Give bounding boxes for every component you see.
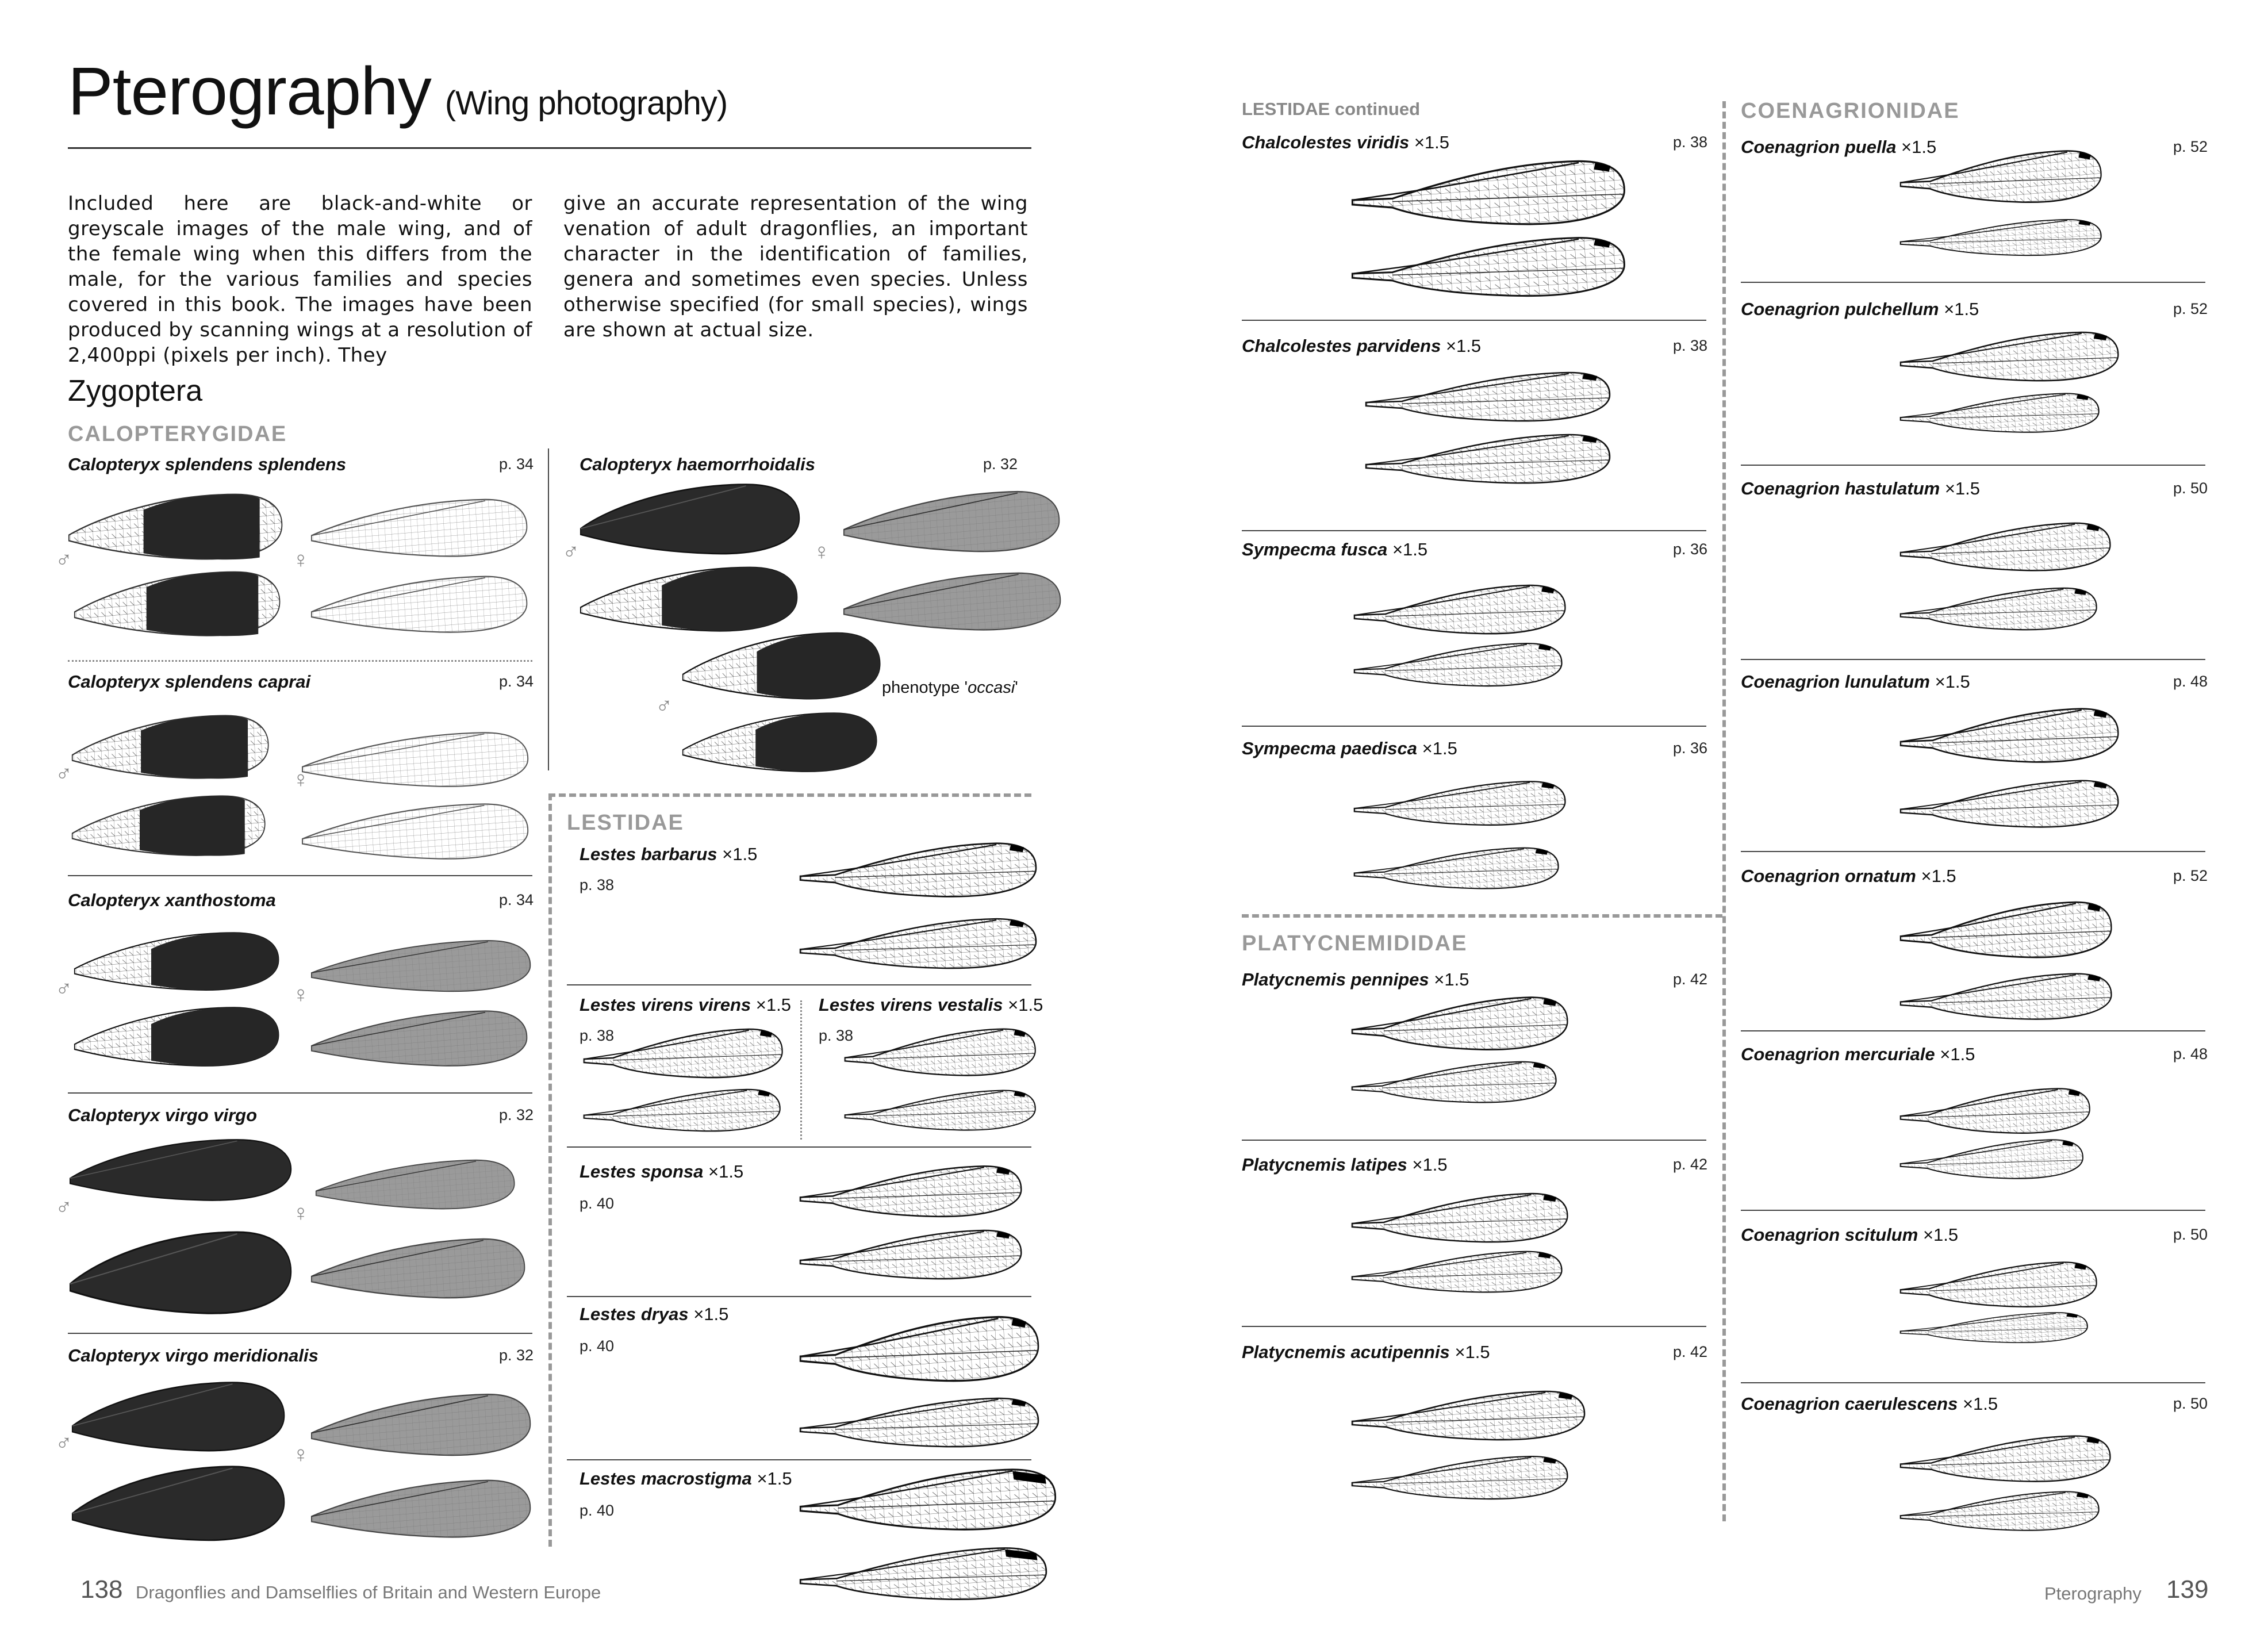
suborder-heading: Zygoptera [68,374,203,408]
species-name: Calopteryx haemorrhoidalis [580,454,816,474]
wing-image-r4-fore [1353,777,1567,829]
family-continued-label: LESTIDAE continued [1242,99,1421,119]
wing-image-l1-fore [799,838,1038,902]
section-separator [1741,1210,2205,1211]
page-title [68,53,728,129]
section-separator [1242,726,1706,727]
wing-image-s1-male-fore [68,492,284,562]
wing-image-s3-male-hind [74,1005,281,1068]
section-separator [68,875,532,876]
wing-image-r2-fore [1365,368,1612,425]
wing-image-r5-hind [1351,1058,1558,1106]
page-ref: p. 34 [499,891,534,908]
species-name: Coenagrion puella ×1.5 [1741,137,1937,157]
wing-image-l4-hind [799,1226,1023,1283]
wing-image-r4-hind [1353,844,1560,892]
female-symbol: ♀ [292,547,309,573]
page-ref: p. 36 [1673,739,1708,757]
page-ref: p. 38 [1673,133,1708,151]
wing-image-r2-hind [1365,430,1612,488]
wing-image-r1-hind [1351,232,1627,301]
wing-image-c4-hind [1899,776,2120,831]
section-separator [1741,659,2205,660]
page-ref: p. 40 [580,1502,615,1519]
family-calopterygidae: CALOPTERYGIDAE [68,422,287,446]
wing-image-l2-fore [583,1025,784,1082]
page-ref: p. 42 [1673,1343,1708,1360]
wing-image-c2-fore [1899,328,2120,385]
wing-image-c2-hind [1899,390,2101,436]
page-ref: p. 32 [983,455,1018,473]
page-number-right: 139 [2166,1575,2209,1604]
family-coenagrionidae: COENAGRIONIDAE [1741,99,1960,123]
species-name: Lestes barbarus ×1.5 [580,844,758,864]
species-name: Coenagrion lunulatum ×1.5 [1741,672,1970,692]
species-name: Lestes virens vestalis ×1.5 [819,995,1043,1015]
wing-image-s6-occasi-hind [682,711,878,774]
wing-image-s3-female-fore [310,937,532,995]
page-ref: p. 38 [819,1027,854,1044]
wing-image-r3-fore [1353,581,1567,638]
wing-image-s6-male-fore [580,483,801,557]
title-subtitle: (Wing photography) [444,85,728,122]
species-name: Platycnemis acutipennis ×1.5 [1242,1342,1490,1362]
wing-image-s4-female-hind [310,1235,527,1302]
section-separator [567,1296,1031,1297]
wing-image-s3-female-hind [310,1007,529,1069]
female-symbol: ♀ [292,767,309,792]
lestidae-box-left [548,793,552,1547]
section-title-footer: Pterography [2044,1583,2142,1604]
section-separator [1741,1382,2205,1383]
wing-image-l5-fore [799,1311,1041,1387]
species-name: Coenagrion pulchellum ×1.5 [1741,299,1979,319]
section-separator [1242,1326,1706,1327]
species-name: Platycnemis pennipes ×1.5 [1242,969,1469,989]
wing-image-l6-fore [799,1464,1058,1535]
wing-image-s6-female-fore [843,488,1061,555]
wing-image-s5-female-fore [310,1390,532,1459]
species-name: Calopteryx splendens caprai [68,672,311,692]
page-ref: p. 32 [499,1106,534,1123]
wing-image-s6-occasi-fore [682,630,882,701]
species-name: Calopteryx xanthostoma [68,890,276,910]
page-ref: p. 42 [1673,971,1708,988]
section-separator [567,1459,1031,1460]
section-separator [1242,1140,1706,1141]
family-lestidae: LESTIDAE [567,811,684,835]
section-separator [68,1092,532,1094]
wing-image-s5-male-hind [71,1465,286,1543]
species-name: Coenagrion mercuriale ×1.5 [1741,1044,1975,1064]
page-ref: p. 50 [2173,480,2208,497]
species-name: Coenagrion caerulescens ×1.5 [1741,1394,1998,1414]
page-ref: p. 38 [580,876,615,893]
section-separator [1242,530,1706,531]
wing-image-s2-female-fore [301,729,530,790]
male-symbol: ♂ [55,547,72,573]
wing-image-l5-hind [799,1394,1041,1451]
wing-image-c4-fore [1899,704,2120,767]
wing-image-l1-hind [799,914,1038,973]
wing-image-l3-hind [844,1087,1037,1134]
wing-image-c6-hind [1899,1136,2085,1182]
wing-image-r1-fore [1351,155,1627,230]
wing-image-c8-fore [1899,1432,2112,1486]
page-ref: p. 36 [1673,540,1708,558]
page-ref: p. 40 [580,1195,615,1212]
male-symbol: ♂ [55,1430,72,1456]
species-name: Calopteryx virgo meridionalis [68,1345,318,1366]
wing-image-c1-fore [1899,146,2103,207]
section-separator [567,1146,1031,1148]
species-name: Coenagrion hastulatum ×1.5 [1741,478,1981,498]
wing-image-s4-male-hind [69,1230,293,1317]
dotted-separator [68,660,532,662]
wing-image-s3-male-fore [74,930,281,992]
female-symbol: ♀ [292,1201,309,1226]
wing-image-l2-hind [583,1086,782,1135]
wing-image-s1-female-fore [310,496,529,560]
wing-image-r5-fore [1351,992,1569,1054]
species-name: Sympecma fusca ×1.5 [1242,539,1428,559]
wing-image-l4-fore [799,1161,1023,1221]
species-name: Lestes dryas ×1.5 [580,1304,729,1324]
wing-image-c3-hind [1899,584,2098,634]
page-ref: p. 48 [2173,1045,2208,1063]
male-symbol: ♂ [562,539,580,565]
species-name: Lestes virens virens ×1.5 [580,995,791,1015]
species-name: Calopteryx splendens splendens [68,454,347,474]
female-symbol: ♀ [292,1442,309,1467]
wing-image-s6-female-hind [843,569,1062,634]
wing-image-l6-hind [799,1543,1049,1604]
lestidae-box-top [548,793,1031,797]
page-ref: p. 32 [499,1347,534,1364]
page-ref: p. 42 [1673,1156,1708,1173]
female-symbol: ♀ [292,982,309,1007]
section-separator [567,984,1031,985]
species-name: Platycnemis latipes ×1.5 [1242,1155,1448,1175]
phenotype-label: phenotype 'occasi' [882,678,1018,697]
male-symbol: ♂ [55,1195,72,1220]
title-rule [68,147,1031,149]
wing-image-s2-male-fore [71,713,270,781]
title-text: Pterography [68,53,431,129]
species-name: Sympecma paedisca ×1.5 [1242,738,1457,758]
wing-image-c8-hind [1899,1488,2101,1534]
wing-image-s2-male-hind [71,793,267,858]
wing-image-r6-fore [1351,1189,1569,1247]
male-symbol: ♂ [55,761,72,787]
wing-image-c5-hind [1899,969,2113,1023]
page-ref: p. 50 [2173,1395,2208,1412]
column-divider [548,448,549,770]
wing-image-r6-hind [1351,1248,1564,1296]
page-ref: p. 40 [580,1337,615,1355]
section-separator [1741,1030,2205,1031]
wing-image-c3-fore [1899,519,2112,575]
wing-image-s5-female-hind [310,1476,532,1541]
wing-image-r7-fore [1351,1387,1587,1444]
page-ref: p. 52 [2173,867,2208,884]
species-name: Calopteryx virgo virgo [68,1105,258,1125]
page-ref: p. 48 [2173,673,2208,690]
species-name: Chalcolestes viridis ×1.5 [1242,132,1450,152]
wing-image-s4-male-fore [69,1138,293,1203]
page-ref: p. 52 [2173,138,2208,155]
dotted-divider-vertical [800,1000,802,1140]
wing-image-r7-hind [1351,1452,1569,1503]
page-ref: p. 34 [499,455,534,473]
female-symbol: ♀ [813,539,830,565]
species-name: Chalcolestes parvidens ×1.5 [1242,336,1482,356]
page-ref: p. 38 [1673,337,1708,354]
wing-image-s1-male-hind [74,569,282,638]
section-separator [68,1333,532,1334]
page-number-left: 138 [80,1575,123,1604]
wing-image-c7-hind [1899,1310,2089,1345]
wing-image-r3-hind [1353,639,1564,690]
section-separator [1741,282,2205,283]
book-title-footer: Dragonflies and Damselflies of Britain and Western Europe [136,1582,601,1602]
species-name: Lestes macrostigma ×1.5 [580,1468,792,1489]
wing-image-c1-hind [1899,216,2103,259]
page-ref: p. 38 [580,1027,615,1044]
page-ref: p. 52 [2173,300,2208,317]
wing-image-s4-female-fore [315,1157,516,1212]
wing-image-s1-female-hind [310,573,529,636]
species-name: Coenagrion scitulum ×1.5 [1741,1225,1959,1245]
section-separator [1741,851,2205,852]
wing-image-l3-fore [844,1025,1037,1080]
family-platycnemididae: PLATYCNEMIDIDAE [1242,931,1468,956]
wing-image-s2-female-hind [301,800,530,862]
wing-image-c6-fore [1899,1084,2092,1137]
coenagrionidae-box-left [1722,101,1726,1521]
page-ref: p. 34 [499,673,534,690]
wing-image-c5-fore [1899,897,2113,962]
male-symbol: ♂ [55,976,72,1002]
wing-image-s6-male-hind [580,565,799,634]
page-ref: p. 50 [2173,1226,2208,1243]
wing-image-s5-male-fore [71,1381,286,1453]
section-separator [1242,320,1706,321]
phenotype-name: occasi [968,678,1015,697]
species-name: Coenagrion ornatum ×1.5 [1741,866,1956,886]
wing-image-c7-fore [1899,1258,2098,1311]
intro-column-2: give an accurate representation of the wing venation of adult dragonflies, an important character in the identification of families, genera and sometimes even species. Unless otherwise specified (for small species), wings are shown at actual size. [563,192,1028,342]
male-symbol: ♂ [655,693,673,719]
platycnemididae-box-top [1242,914,1722,918]
section-separator [1741,465,2205,466]
intro-column-1: Included here are black-and-white or greyscale images of the male wing, and of the female wing when this differs from the male, for the various families and species covered in this book. The images have been produced by scanning wings at a resolution of 2,400ppi (pixels per inch). They [68,192,532,367]
species-name: Lestes sponsa ×1.5 [580,1161,744,1182]
